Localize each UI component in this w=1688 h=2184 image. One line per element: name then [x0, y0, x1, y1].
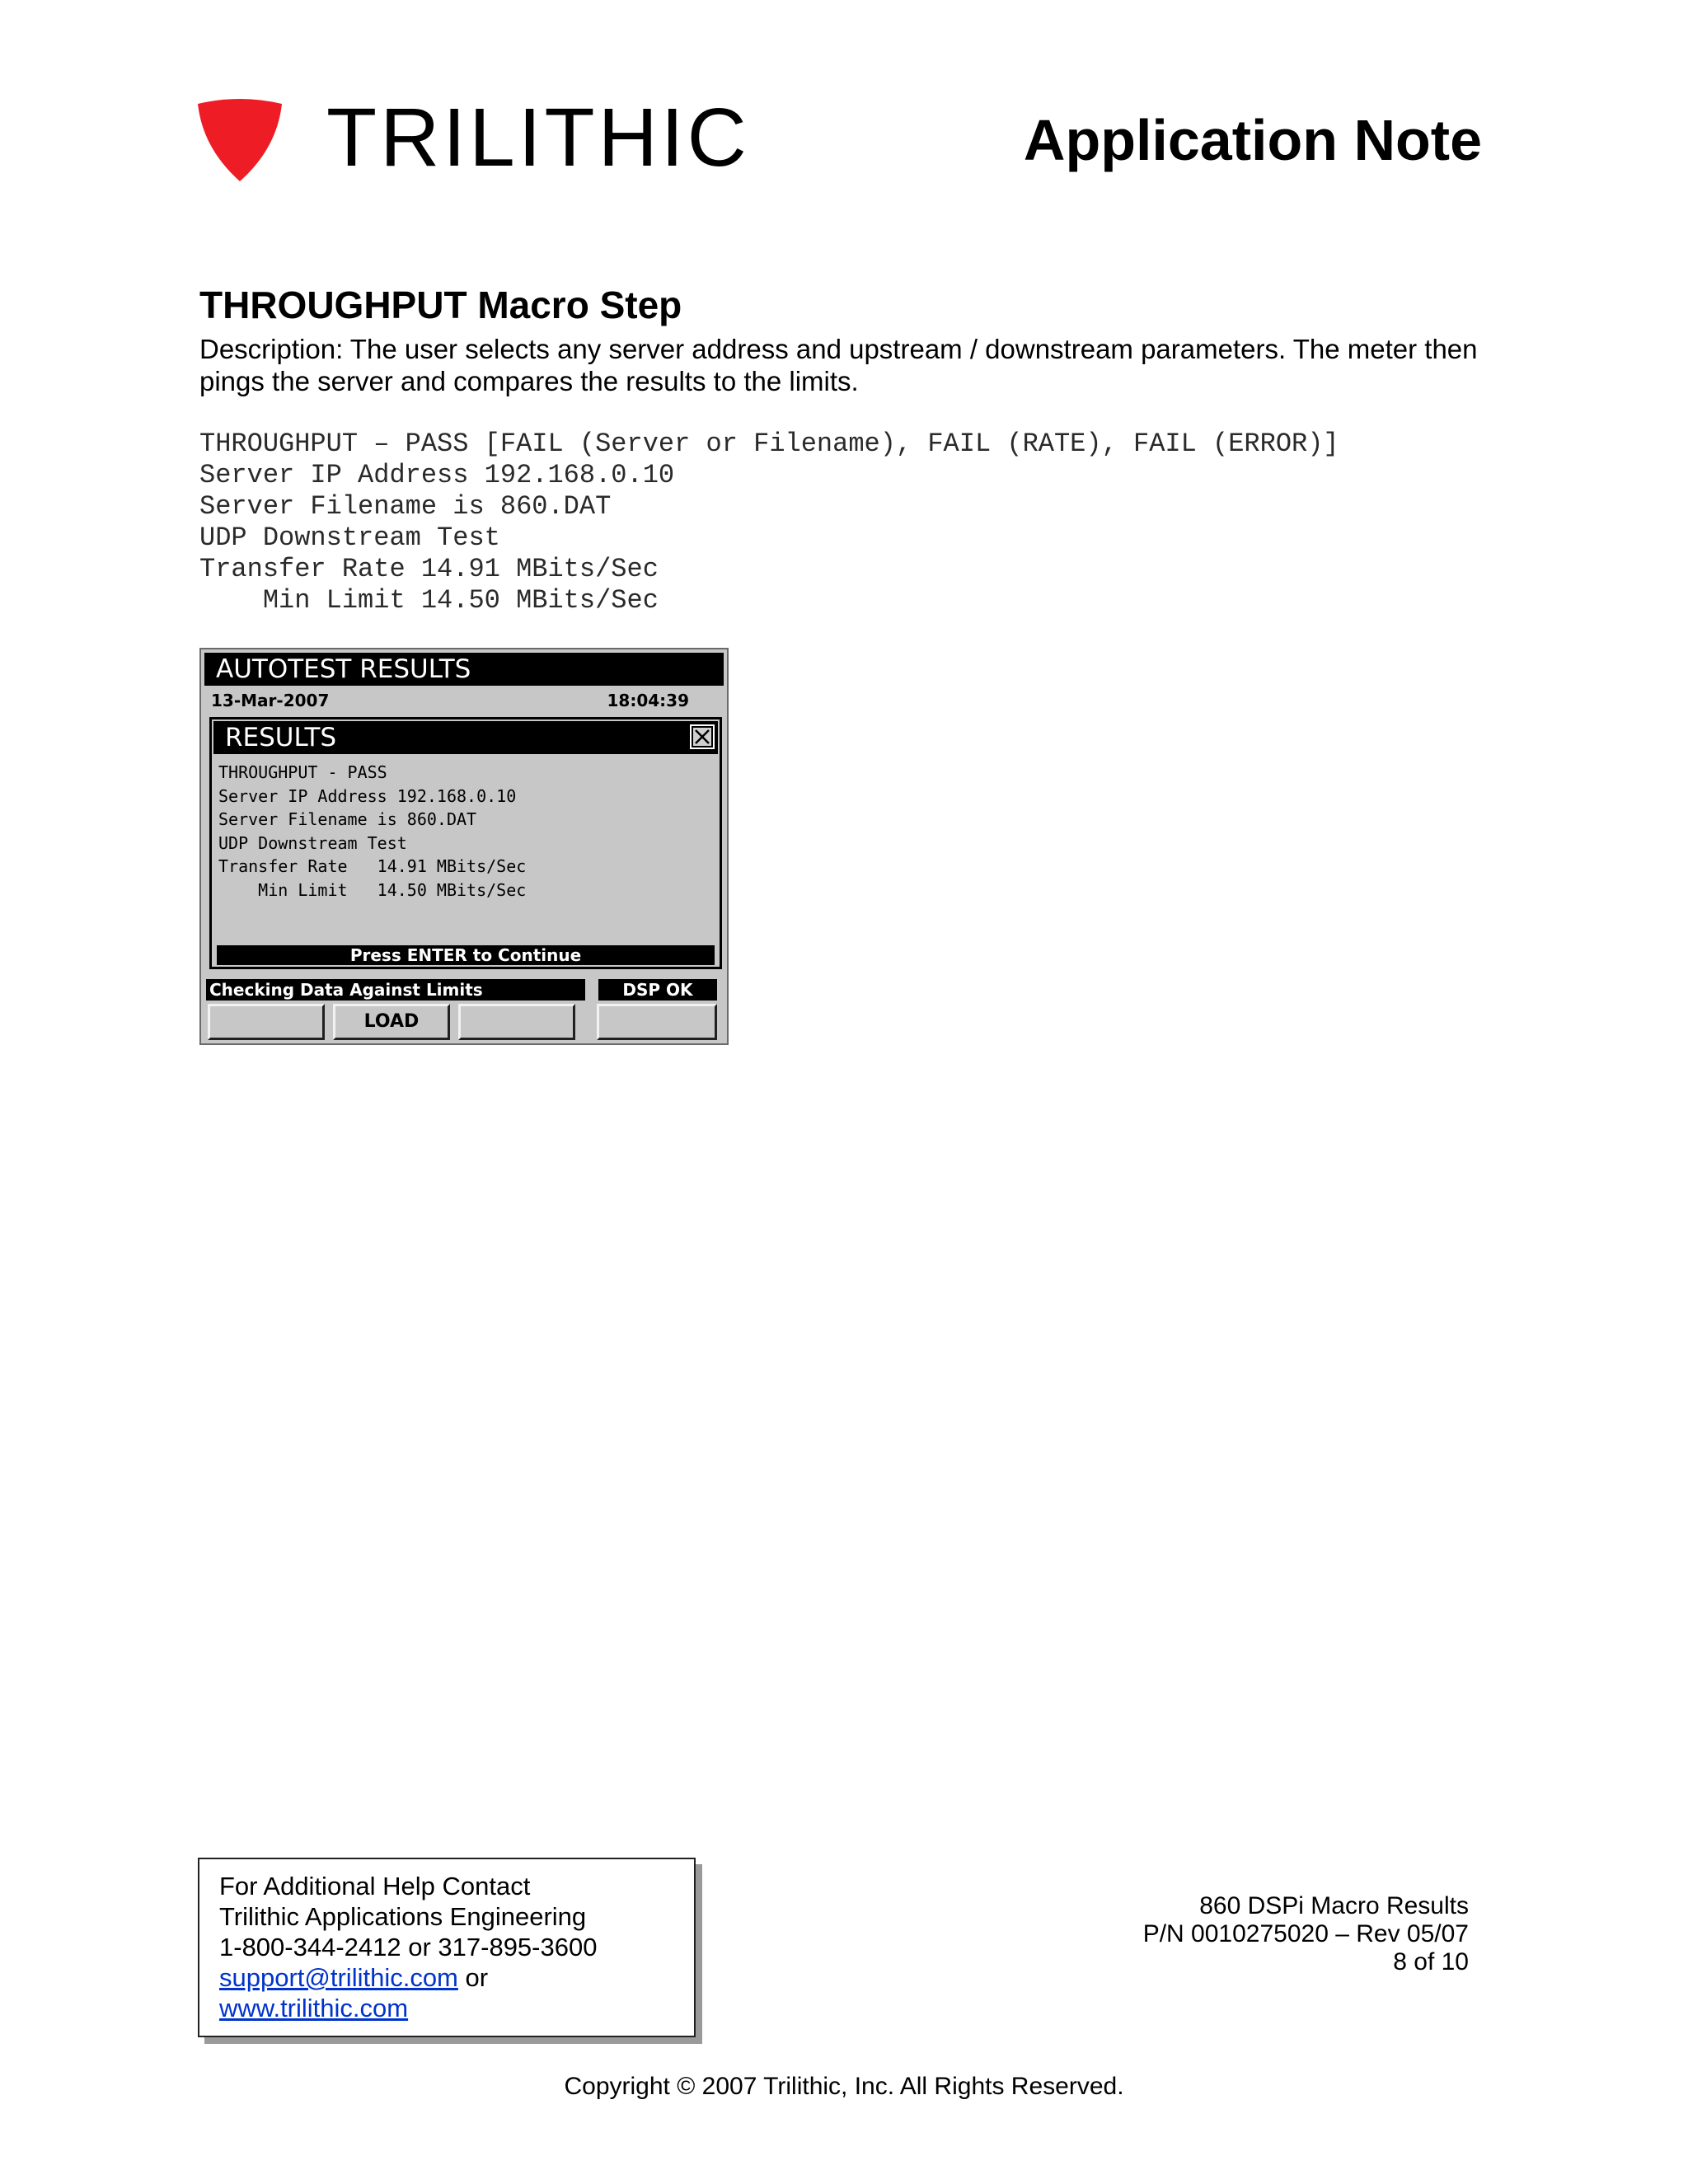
support-email-link[interactable]: support@trilithic.com — [219, 1963, 458, 1992]
result-line: Min Limit 14.50 MBits/Sec — [218, 879, 527, 900]
softkey-3[interactable] — [458, 1004, 575, 1040]
help-phone: 1-800-344-2412 or 317-895-3600 — [219, 1933, 598, 1961]
press-enter-prompt[interactable]: Press ENTER to Continue — [217, 945, 715, 965]
result-line: THROUGHPUT - PASS — [218, 762, 387, 782]
result-line: Server Filename is 860.DAT — [218, 809, 477, 829]
status-message: Checking Data Against Limits — [206, 979, 585, 1001]
section-title: THROUGHPUT Macro Step — [199, 284, 682, 326]
code-line: Transfer Rate 14.91 MBits/Sec — [199, 554, 659, 584]
results-dialog — [209, 717, 722, 969]
code-line: Server IP Address 192.168.0.10 — [199, 460, 675, 490]
code-line: Server Filename is 860.DAT — [199, 491, 612, 522]
code-line: UDP Downstream Test — [199, 523, 500, 553]
results-dialog-title — [213, 721, 718, 754]
help-team: Trilithic Applications Engineering — [219, 1902, 587, 1931]
website-link[interactable]: www.trilithic.com — [219, 1994, 409, 2022]
brand-wordmark: TRILITHIC — [326, 91, 750, 184]
document-info — [1143, 1892, 1469, 1976]
page-number: 8 of 10 — [1393, 1948, 1469, 1975]
help-or-text: or — [457, 1963, 489, 1992]
code-line: THROUGHPUT – PASS [FAIL (Server or Filename), FAIL (RATE), FAIL (ERROR)] — [199, 429, 1339, 459]
results-title-label: RESULTS — [225, 723, 337, 752]
result-line: Transfer Rate 14.91 MBits/Sec — [218, 856, 527, 876]
copyright-notice: Copyright © 2007 Trilithic, Inc. All Rights Reserved. — [564, 2073, 1124, 2100]
close-button[interactable] — [690, 724, 715, 749]
device-screen — [199, 648, 729, 1045]
result-line: UDP Downstream Test — [218, 832, 407, 853]
part-number: P/N 0010275020 – Rev 05/07 — [1142, 1920, 1469, 1947]
document-title: 860 DSPi Macro Results — [1199, 1892, 1469, 1919]
code-line: Min Limit 14.50 MBits/Sec — [199, 585, 659, 616]
softkey-4[interactable] — [597, 1004, 717, 1040]
device-date: 13-Mar-2007 — [211, 691, 330, 710]
device-title-bar: AUTOTEST RESULTS — [204, 653, 724, 686]
trilithic-logo-icon — [195, 97, 285, 183]
help-heading: For Additional Help Contact — [219, 1872, 531, 1900]
section-description: Description: The user selects any server address and upstream / downstream parameters. The meter then pings the server and compares the results to the limits. — [199, 334, 1478, 396]
help-email-line — [219, 1962, 694, 1993]
softkey-1[interactable] — [208, 1004, 325, 1040]
help-contact-box — [198, 1858, 696, 2037]
result-format-code-block — [199, 429, 1339, 616]
close-icon — [692, 726, 713, 748]
dsp-status-badge: DSP OK — [598, 979, 717, 1001]
results-text — [218, 761, 526, 902]
document-type-heading: Application Note — [1023, 108, 1482, 172]
softkey-load[interactable]: LOAD — [333, 1004, 450, 1040]
device-time: 18:04:39 — [607, 691, 689, 710]
result-line: Server IP Address 192.168.0.10 — [218, 785, 517, 806]
